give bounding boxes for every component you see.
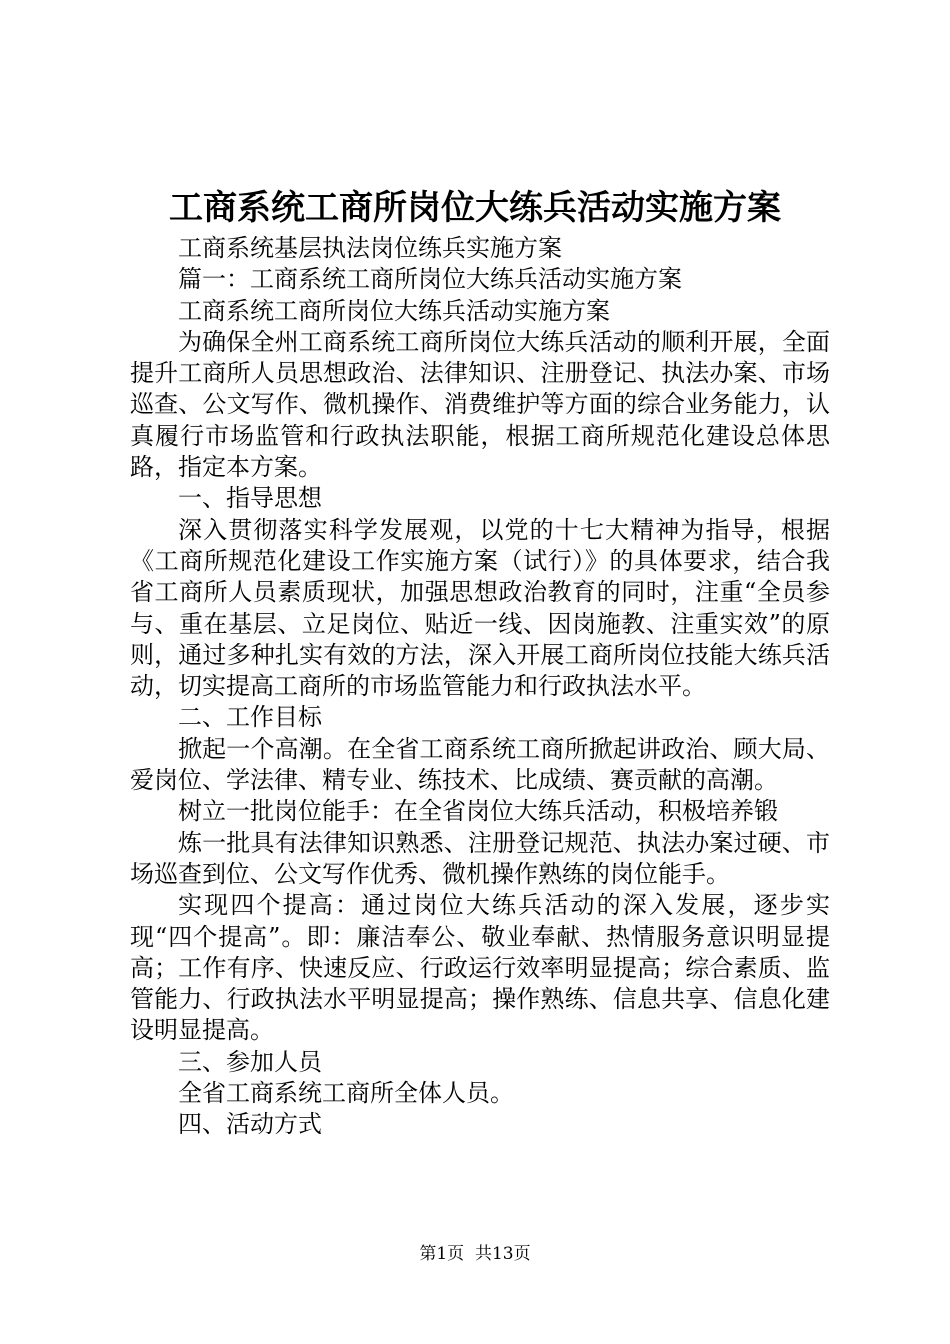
document-title: 工商系统工商所岗位大练兵活动实施方案 [169, 188, 781, 228]
paragraph-guiding-ideology: 深入贯彻落实科学发展观，以党的十七大精神为指导，根据《工商所规范化建设工作实施方案（试行）》的具体要求，结合我省工商所人员素质现状，加强思想政治教育的同时，注重“全员参与、重在基层、立足岗位、贴近一线、因岗施教、注重实效”的原则，通过多种扎实有效的方法，深入开展工商所岗位技能大练兵活动，切实提高工商所的市场监管能力和行政执法水平。 [130, 515, 830, 701]
paragraph-participants: 全省工商系统工商所全体人员。 [178, 1079, 514, 1108]
paragraph-chapter-heading: 篇一：工商系统工商所岗位大练兵活动实施方案 [178, 265, 682, 294]
section-heading-participants: 三、参加人员 [178, 1047, 322, 1076]
section-heading-activity-methods: 四、活动方式 [178, 1110, 322, 1139]
paragraph-goal-upsurge: 掀起一个高潮。在全省工商系统工商所掀起讲政治、顾大局、爱岗位、学法律、精专业、练技术、比成绩、赛贡献的高潮。 [130, 734, 830, 795]
paragraph-goal-experts-intro: 树立一批岗位能手：在全省岗位大练兵活动，积极培养锻 [178, 797, 778, 826]
paragraph-plan-title: 工商系统工商所岗位大练兵活动实施方案 [178, 296, 610, 325]
paragraph-intro: 为确保全州工商系统工商所岗位大练兵活动的顺利开展，全面提升工商所人员思想政治、法律知识、注册登记、执法办案、市场巡查、公文写作、微机操作、消费维护等方面的综合业务能力，认真履行市场监管和行政执法职能，根据工商所规范化建设总体思路，指定本方案。 [130, 327, 830, 482]
paragraph-goal-experts: 炼一批具有法律知识熟悉、注册登记规范、执法办案过硬、市场巡查到位、公文写作优秀、微机操作熟练的岗位能手。 [130, 828, 830, 888]
document-body [130, 233, 830, 1141]
section-heading-work-goals: 二、工作目标 [178, 703, 322, 732]
page-number-footer: 第1页 共13页 [419, 1244, 531, 1264]
section-heading-guiding-ideology: 一、指导思想 [178, 484, 322, 513]
paragraph-subtitle: 工商系统基层执法岗位练兵实施方案 [178, 234, 562, 262]
paragraph-goal-four-improvements: 实现四个提高：通过岗位大练兵活动的深入发展，逐步实现“四个提高”。即：廉洁奉公、敬业奉献、热情服务意识明显提高；工作有序、快速反应、行政运行效率明显提高；综合素质、监管能力、行政执法水平明显提高；操作熟练、信息共享、信息化建设明显提高。 [130, 891, 830, 1045]
